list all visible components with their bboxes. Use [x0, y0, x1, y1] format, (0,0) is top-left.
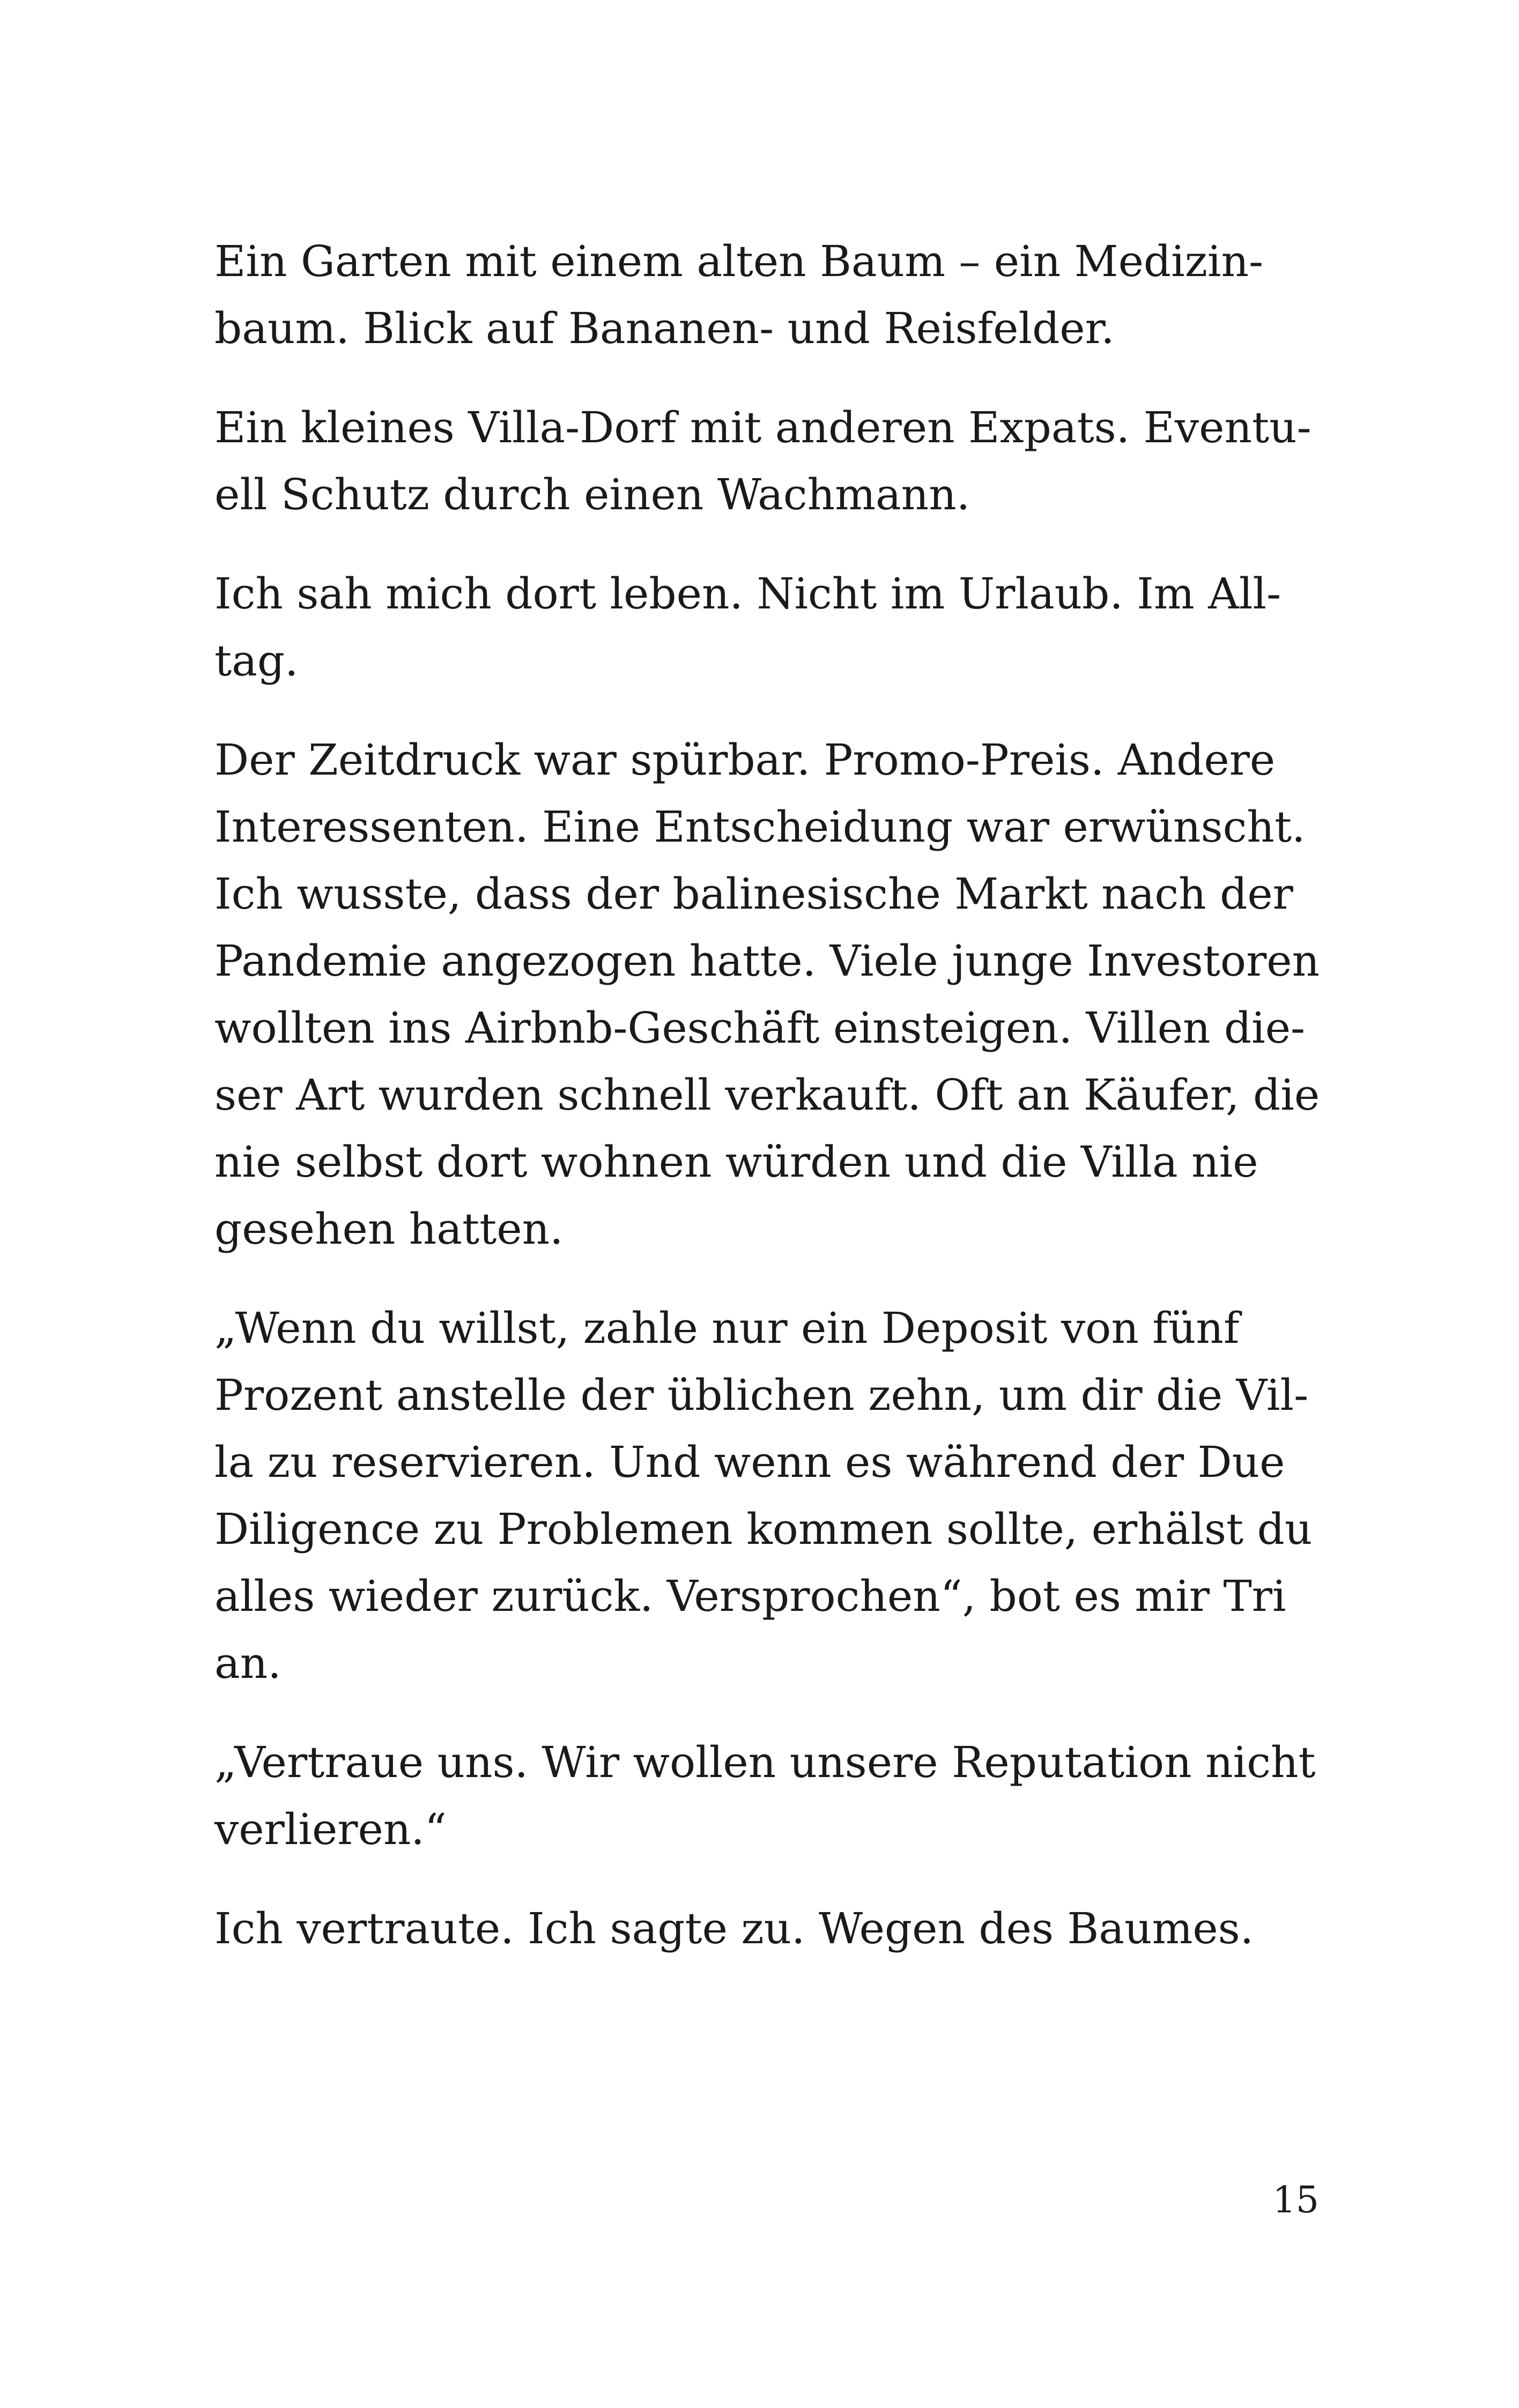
body-text [214, 228, 1319, 1994]
text-line: wollten ins Airbnb-Geschäft einsteigen. Villen die- [214, 1003, 1306, 1053]
page-number: 15 [1272, 2179, 1319, 2221]
text-line: Der Zeitdruck war spürbar. Promo-Preis. Andere [214, 735, 1276, 785]
text-line: Ich vertraute. Ich sagte zu. Wegen des Baumes. [214, 1904, 1254, 1953]
paragraph-5 [214, 1295, 1319, 1697]
text-line: Ein kleines Villa-Dorf mit anderen Expats. Eventu- [214, 403, 1311, 452]
paragraph-3 [214, 560, 1319, 694]
text-line: gesehen hatten. [214, 1204, 564, 1254]
text-line: Ein Garten mit einem alten Baum – ein Medizin- [214, 236, 1264, 286]
text-line: an. [214, 1638, 281, 1688]
text-line: ser Art wurden schnell verkauft. Oft an Käufer, die [214, 1070, 1320, 1120]
paragraph-4 [214, 726, 1319, 1262]
text-line: nie selbst dort wohnen würden und die Villa nie [214, 1137, 1258, 1187]
text-line: baum. Blick auf Bananen- und Reisfelder. [214, 303, 1115, 353]
paragraph-7 [214, 1895, 1319, 1962]
text-line: Diligence zu Problemen kommen sollte, erhälst du [214, 1504, 1313, 1554]
paragraph-2 [214, 394, 1319, 528]
text-line: Interessenten. Eine Entscheidung war erwünscht. [214, 802, 1306, 852]
text-line: tag. [214, 636, 299, 686]
paragraph-1 [214, 228, 1319, 362]
text-line: ell Schutz durch einen Wachmann. [214, 470, 970, 519]
text-line: alles wieder zurück. Versprochen“, bot es mir Tri [214, 1571, 1286, 1621]
text-line: verlieren.“ [214, 1804, 447, 1854]
text-line: Prozent anstelle der üblichen zehn, um dir die Vil- [214, 1370, 1309, 1420]
text-line: „Wenn du willst, zahle nur ein Deposit von fünf [214, 1303, 1240, 1353]
text-line: la zu reservieren. Und wenn es während der Due [214, 1437, 1285, 1487]
text-line: „Vertraue uns. Wir wollen unsere Reputation nicht [214, 1737, 1316, 1787]
text-line: Ich sah mich dort leben. Nicht im Urlaub. Im All- [214, 569, 1281, 619]
text-line: Ich wusste, dass der balinesische Markt nach der [214, 869, 1293, 919]
paragraph-6 [214, 1729, 1319, 1863]
text-line: Pandemie angezogen hatte. Viele junge Investoren [214, 936, 1320, 986]
